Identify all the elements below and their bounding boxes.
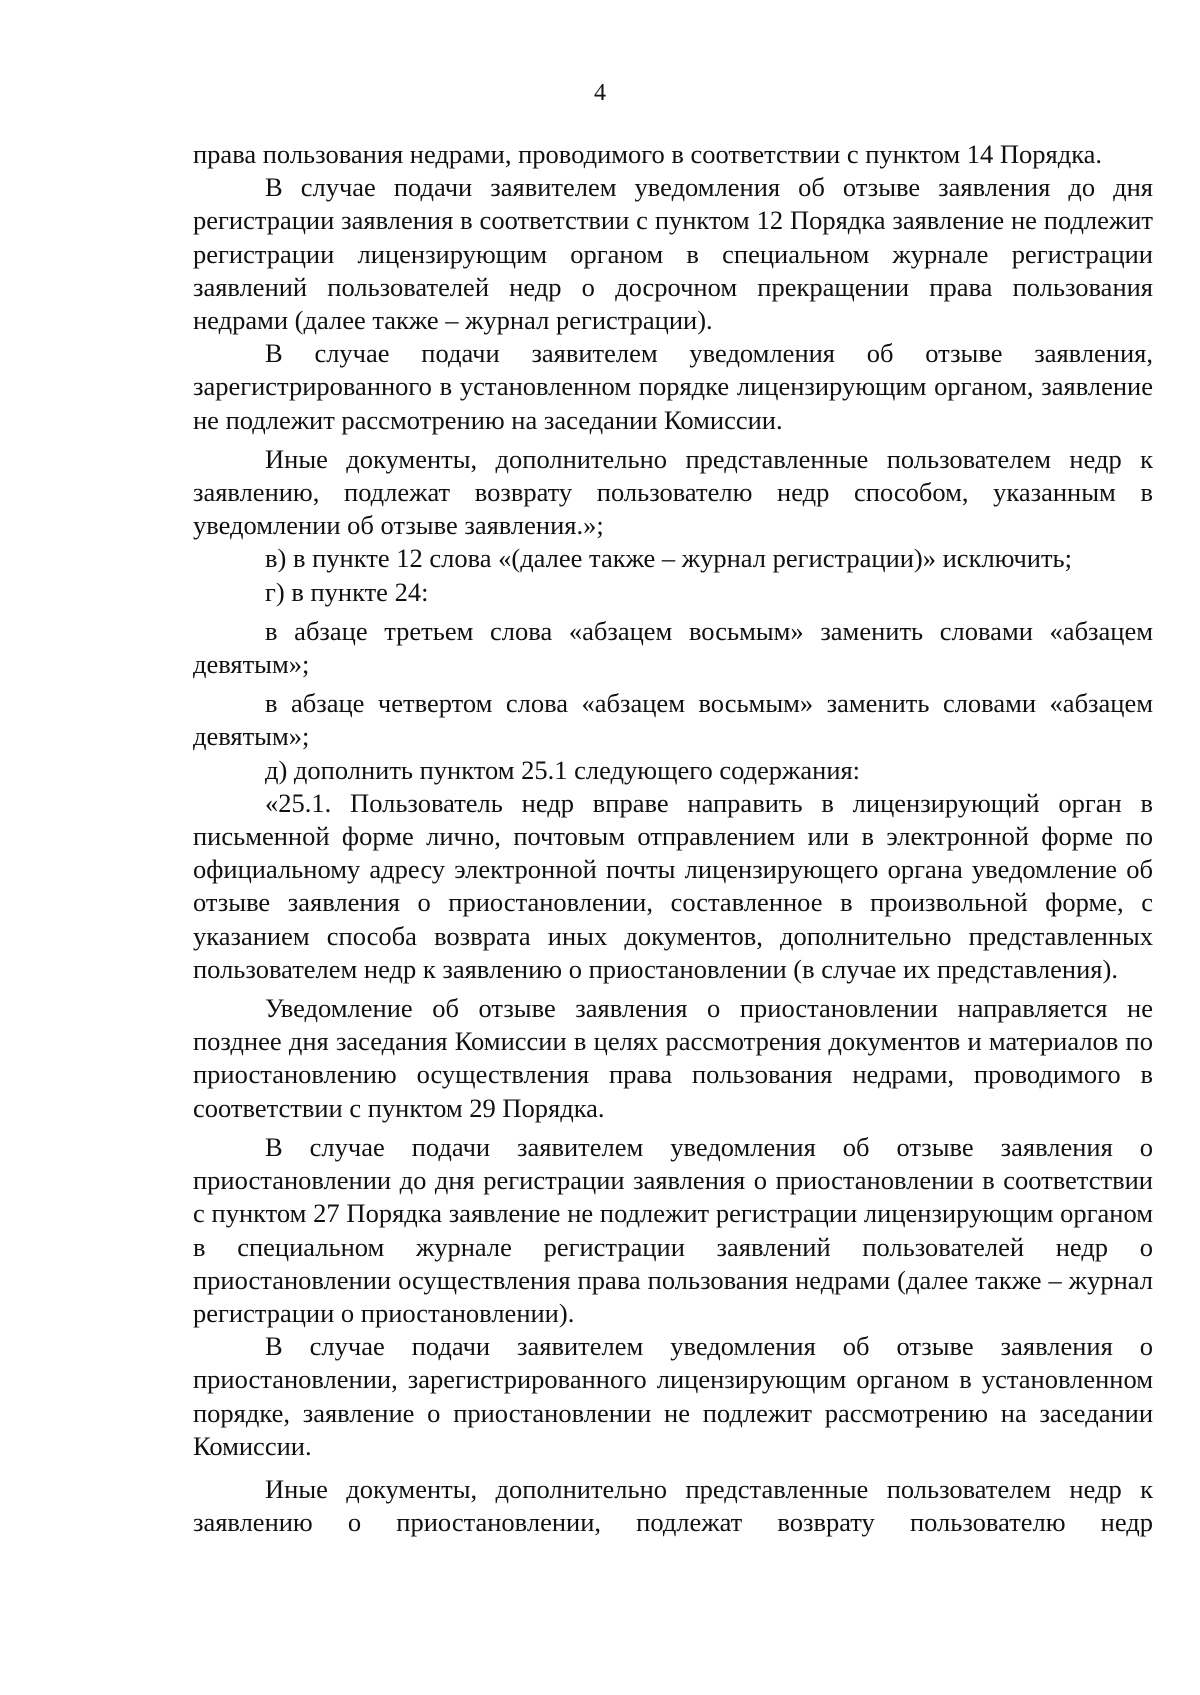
paragraph-withdrawal-before-registration: В случае подачи заявителем уведомления об отзыве заявления до дня регистрации заявления в соответствии с пунктом 12 Порядка заявление не подлежит регистрации лицензирующим органом в специальном журнале регистрации заявлений пользователей недр о досрочном прекращении права пользования недрами (далее также – журнал регистрации). <box>193 172 1153 336</box>
paragraph-item-g-fourth: в абзаце четвертом слова «абзацем восьмым» заменить словами «абзацем девятым»; <box>193 688 1153 752</box>
document-body <box>193 138 1153 1539</box>
paragraph-withdrawal-after-registration: В случае подачи заявителем уведомления об отзыве заявления, зарегистрированного в установленном порядке лицензирующим органом, заявление не подлежит рассмотрению на заседании Комиссии. <box>193 338 1153 435</box>
paragraph-point-25-1: «25.1. Пользователь недр вправе направить в лицензирующий орган в письменной форме лично, почтовым отправлением или в электронной форме по официальному адресу электронной почты лицензирующего органа уведомление об отзыве заявления о приостановлении, составленное в произвольной форме, с указанием способа возврата иных документов, дополнительно представленных пользователем недр к заявлению о приостановлении (в случае их представления). <box>193 787 1153 984</box>
paragraph-suspension-before-registration: В случае подачи заявителем уведомления об отзыве заявления о приостановлении до дня регистрации заявления о приостановлении в соответствии с пунктом 27 Порядка заявление не подлежит регистрации лицензирующим органом в специальном журнале регистрации заявлений пользователей недр о приостановлении осуществления права пользования недрами (далее также – журнал регистрации о приостановлении). <box>193 1131 1153 1328</box>
paragraph-item-d: д) дополнить пунктом 25.1 следующего содержания: <box>265 754 861 785</box>
paragraph-notice-deadline: Уведомление об отзыве заявления о приостановлении направляется не позднее дня заседания Комиссии в целях рассмотрения документов и материалов по приостановлению осуществления права пользования недрами, проводимого в соответствии с пунктом 29 Порядка. <box>193 993 1153 1123</box>
paragraph-suspension-other-documents: Иные документы, дополнительно представленные пользователем недр к заявлению о приостановлении, подлежат возврату пользователю недр <box>193 1473 1153 1538</box>
paragraph-continuation: права пользования недрами, проводимого в соответствии с пунктом 14 Порядка. <box>193 139 1103 169</box>
paragraph-item-v: в) в пункте 12 слова «(далее также – журнал регистрации)» исключить; <box>265 543 1072 574</box>
paragraph-suspension-after-registration: В случае подачи заявителем уведомления об отзыве заявления о приостановлении, зарегистрированного лицензирующим органом в установленном порядке, заявление о приостановлении не подлежит рассмотрению на заседании Комиссии. <box>193 1331 1153 1461</box>
page-number: 4 <box>594 80 606 106</box>
paragraph-item-g-third: в абзаце третьем слова «абзацем восьмым» заменить словами «абзацем девятым»; <box>193 615 1153 680</box>
paragraph-item-g: г) в пункте 24: <box>265 576 429 607</box>
paragraph-other-documents: Иные документы, дополнительно представленные пользователем недр к заявлению, подлежат возврату пользователю недр способом, указанным в уведомлении об отзыве заявления.»; <box>193 443 1153 541</box>
